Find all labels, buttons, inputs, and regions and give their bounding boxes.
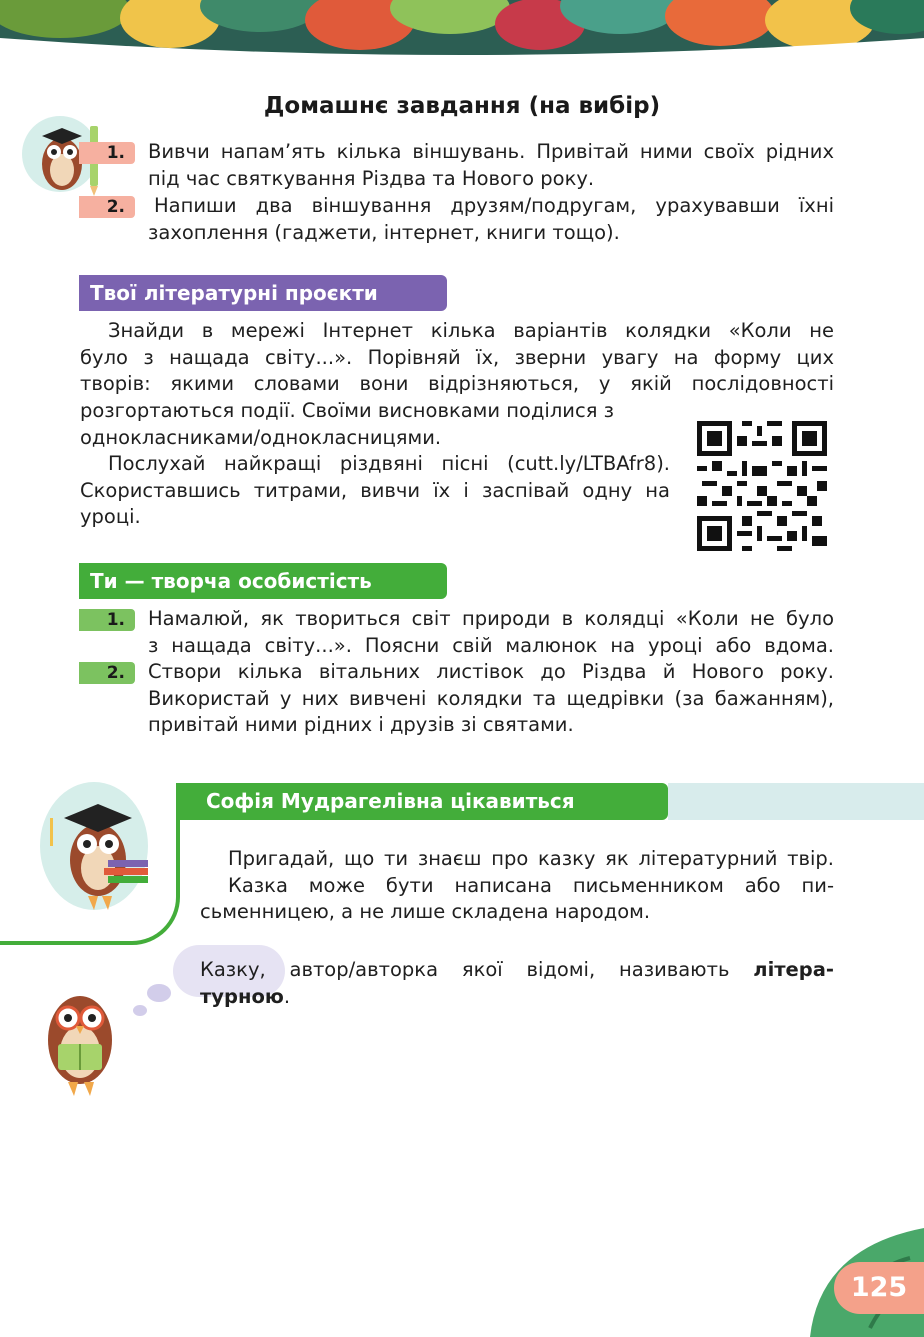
projects-para1-line-3: творів: якими словами вони відрізняються, у якій послідовності	[80, 372, 834, 395]
page-number: 125	[834, 1262, 924, 1314]
thought-dot-small	[133, 1005, 147, 1016]
owl-with-books-icon	[38, 780, 154, 916]
projects-para1-line-5: однокласниками/однокласницями.	[80, 425, 442, 449]
projects-header: Твої літературні проєкти	[79, 275, 447, 311]
thought-dot-large	[147, 984, 171, 1002]
qr-code-icon[interactable]	[697, 421, 827, 551]
floral-banner	[0, 0, 924, 62]
creative-item-1-line-2: з нащада світу...». Поясни свій малюнок на уроці або вдома.	[148, 633, 834, 657]
homework-title: Домашнє завдання (на вибір)	[263, 93, 661, 119]
definition-bold-2: турною	[200, 984, 284, 1008]
creative-item-2-line-1: Створи кілька вітальних листівок до Різдва й Нового року.	[148, 660, 834, 683]
sofia-band	[668, 783, 924, 820]
projects-para2-line-2: Скориставшись титрами, вивчи їх і заспівай одну на	[80, 478, 670, 502]
projects-para2-line-3: уроці.	[80, 505, 141, 528]
creative-header: Ти — творча особистість	[79, 563, 447, 599]
creative-item-2-line-3: привітай ними рідних і друзів зі святами.	[148, 713, 574, 736]
creative-item-1-number: 1.	[79, 609, 135, 631]
homework-item-1-line-1: Вивчи напам’ять кілька віншувань. Привітай ними своїх рідних	[148, 140, 834, 163]
homework-item-2-line-2: захоплення (гаджети, інтернет, книги тощо).	[148, 220, 620, 244]
definition-text: Казку, автор/авторка якої відомі, називають	[200, 958, 754, 981]
projects-para1-line-4: розгортаються події. Своїми висновками поділися з	[80, 399, 614, 422]
owl-reading-icon	[40, 982, 124, 1098]
creative-item-2-number: 2.	[79, 662, 135, 684]
projects-para1-line-2: було з нащада світу...». Порівняй їх, зверни увагу на форму цих	[80, 345, 834, 369]
projects-para1-line-1: Знайди в мережі Інтернет кілька варіантів колядки «Коли не	[108, 319, 834, 342]
definition-bold-1: літера-	[753, 958, 834, 981]
creative-item-1-line-1: Намалюй, як твориться світ природи в колядці «Коли не було	[148, 607, 834, 630]
definition-period: .	[283, 984, 291, 1008]
sofia-line-2: Казка може бути написана письменником або пи-	[228, 873, 834, 897]
sofia-line-3: сьменницею, а не лише складена народом.	[200, 900, 651, 923]
sofia-header: Софія Мудрагелівна цікавиться	[176, 783, 668, 820]
sofia-line-1: Пригадай, що ти знаєш про казку як літературний твір.	[228, 847, 834, 870]
projects-para2-line-1: Послухай найкращі різдвяні пісні (cutt.ly/LTBAfr8).	[108, 452, 670, 475]
homework-item-1-number: 1.	[79, 142, 135, 164]
homework-item-2-number: 2.	[79, 196, 135, 218]
homework-item-1-line-2: під час святкування Різдва та Нового року.	[148, 166, 595, 190]
homework-item-2-line-1: Напиши два віншування друзям/подругам, урахувавши їхні	[154, 194, 834, 217]
creative-item-2-line-2: Використай у них вивчені колядки та щедрівки (за бажанням),	[148, 686, 834, 710]
